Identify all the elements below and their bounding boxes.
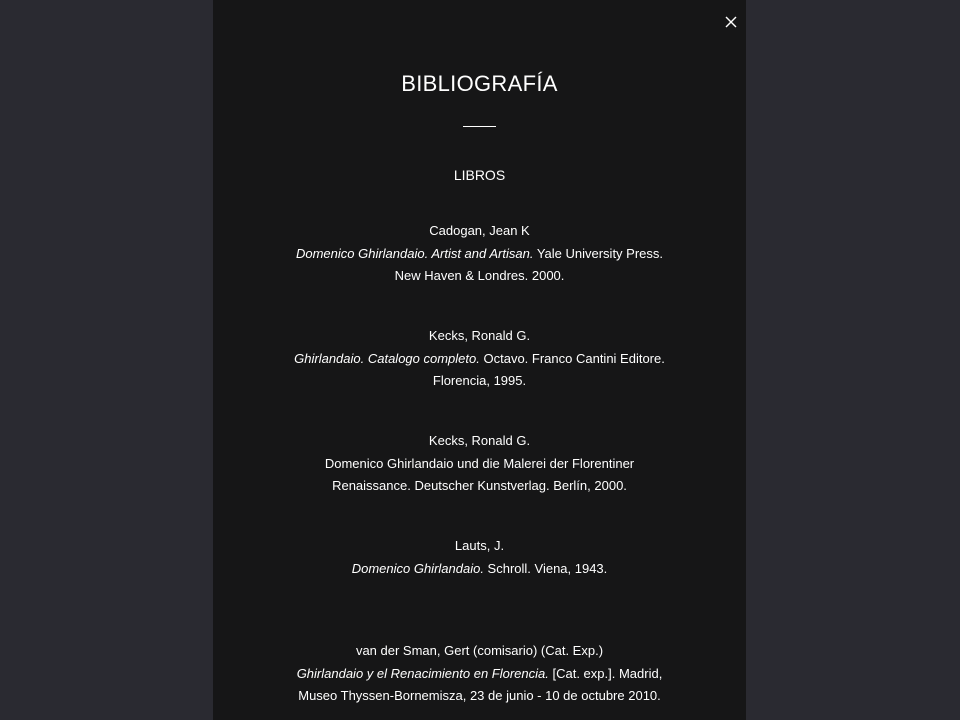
entry-details: Schroll. Viena, 1943. [483, 560, 608, 576]
entry-author: Kecks, Ronald G. [428, 433, 531, 448]
entry-line [213, 663, 746, 686]
bibliography-list [213, 220, 746, 720]
entry-line [213, 348, 746, 371]
bibliography-entry [213, 640, 746, 720]
bibliography-entry [213, 430, 746, 535]
page-title: BIBLIOGRAFÍA [401, 71, 558, 96]
bibliography-modal [213, 0, 746, 720]
entry-line [213, 243, 746, 266]
entry-author: van der Sman, Gert (comisario) (Cat. Exp.) [355, 643, 604, 658]
close-icon [719, 10, 743, 34]
entry-author: Cadogan, Jean K [429, 223, 530, 238]
entry-publication: Renaissance. Deutscher Kunstverlag. Berlín, 2000. [332, 478, 627, 493]
entry-author: Kecks, Ronald G. [428, 328, 531, 343]
entry-title: Domenico Ghirlandaio. Artist and Artisan. [295, 245, 534, 261]
entry-publication: Florencia, 1995. [432, 373, 527, 388]
entry-details: [Cat. exp.]. Madrid, [548, 665, 663, 681]
entry-details: Octavo. Franco Cantini Editore. [479, 350, 665, 366]
entry-publication: Museo Thyssen-Bornemisza, 23 de junio - 10 de octubre 2010. [298, 688, 661, 703]
entry-author: Lauts, J. [454, 538, 505, 553]
bibliography-entry [213, 535, 746, 640]
entry-details: Domenico Ghirlandaio und die Malerei der Florentiner [324, 455, 635, 471]
bibliography-entry [213, 325, 746, 430]
entry-title: Ghirlandaio y el Renacimiento en Florencia. [296, 665, 549, 681]
bibliography-entry [213, 220, 746, 325]
entry-line [213, 558, 746, 581]
section-heading: LIBROS [453, 167, 506, 183]
entry-title: Ghirlandaio. Catalogo completo. [294, 350, 480, 366]
close-button[interactable] [719, 10, 743, 34]
entry-details: Yale University Press. [533, 245, 664, 261]
entry-title: Domenico Ghirlandaio. [351, 560, 484, 576]
entry-publication: New Haven & Londres. 2000. [394, 268, 565, 283]
entry-line [213, 453, 746, 476]
title-divider [463, 126, 496, 127]
